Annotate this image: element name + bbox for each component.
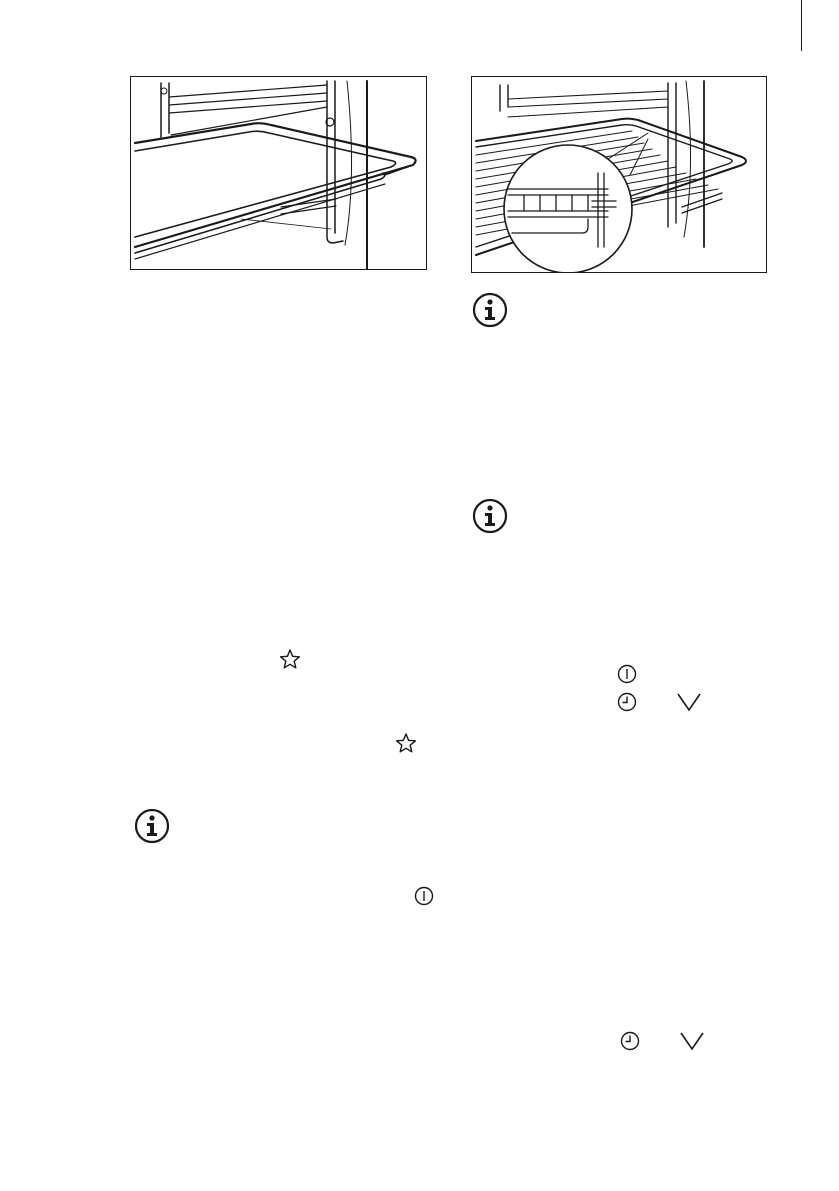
clock-icon (617, 692, 637, 712)
info-icon (472, 498, 508, 534)
info-icon (134, 808, 170, 844)
star-icon (395, 732, 417, 754)
power-icon (414, 886, 434, 906)
rack-illustration (471, 76, 767, 273)
chevron-down-icon (676, 692, 702, 712)
clock-icon (620, 1031, 640, 1051)
power-icon (617, 664, 637, 684)
tray-illustration (130, 76, 427, 270)
star-icon (279, 648, 301, 670)
chevron-down-icon (679, 1031, 705, 1051)
info-icon (472, 292, 508, 328)
crop-mark (801, 0, 802, 51)
